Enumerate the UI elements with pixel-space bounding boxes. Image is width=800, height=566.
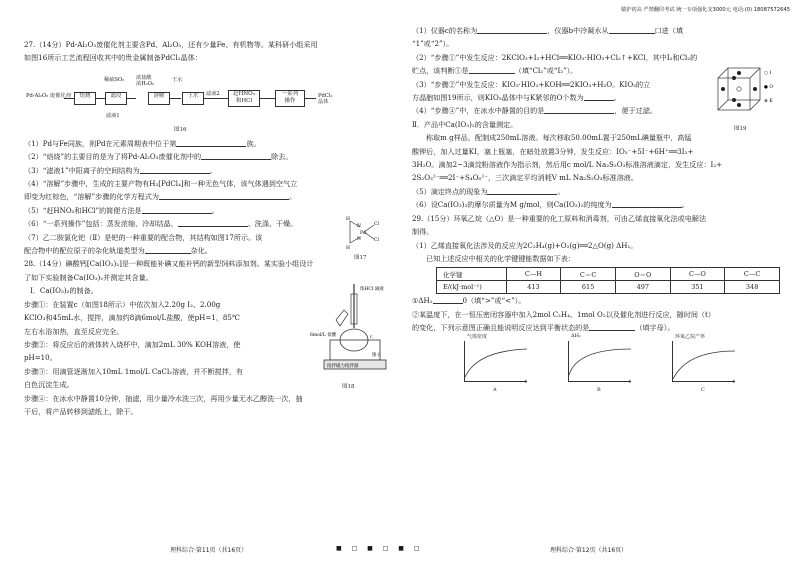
fig18-apparatus — [310, 280, 388, 380]
flow-step-dissolve: 溶解 — [148, 92, 170, 105]
q28-step3b: 白色沉淀生成。 — [24, 380, 74, 390]
q27-4b: 即变为红棕色，“溶解”步骤的化学方程式为 。 — [24, 192, 297, 202]
table-cell: C—H — [506, 268, 561, 281]
q27-intro-2: 如图16所示工艺流程回收其中的贵金属制备PdCl₂晶体： — [24, 53, 202, 63]
q28-step3a: 步骤③：用滴管逐渐加入10mL 1mol/L CaCl₂溶液，并不断搅拌，有 — [24, 366, 244, 376]
q27-7a: （7）乙二胺氯化钯（Ⅱ）是钯的一种重要的配合物，其结构如图17所示。该 — [24, 232, 263, 242]
q27-6: （6）“一系列操作”包括：蒸发浓缩、冷却结晶、 、洗涤、干燥。 — [24, 219, 298, 229]
graph-c — [672, 333, 736, 393]
r1-cont: “1”或“2”）。 — [412, 39, 454, 49]
table-cell: C＝C — [561, 268, 616, 281]
fig19-legend-I: ○ I — [764, 70, 772, 76]
r3a: （3）“步骤②”中发生反应：KIO₃·HIO₃+KOH══2KIO₃+H₂O。KIO₃的立 — [412, 79, 651, 89]
r2b: 贮点，该判断①是 （填“Cl₂”或“I₂”）。 — [412, 66, 578, 76]
flow-arrow — [169, 98, 181, 99]
table-cell: O＝O — [615, 268, 670, 281]
left-footer: 理科综合·第11页（共16页） — [170, 547, 248, 554]
r-II: Ⅱ．产品中Ca(IO₃)₂的含量测定。 — [412, 119, 518, 129]
table-cell: 351 — [670, 281, 725, 294]
atom-label: H — [346, 216, 350, 222]
q27-7b: 配合物中的配位原子的杂化轨道类型为 杂化。 — [24, 246, 212, 256]
table-cell: 497 — [615, 281, 670, 294]
table-cell: 413 — [506, 281, 561, 294]
q28-step1b: KClO₃和45mL水，搅拌，滴加约8滴6mol/L盐酸，使pH=1，85℃ — [24, 313, 240, 323]
fig19-legend-K: ⊗ K — [764, 98, 773, 104]
r4: （4）“步骤④”中，在冰水中静置的目的是 ，便于过滤。 — [412, 106, 657, 116]
q27-4a: （4）“溶解”步骤中，生成的主要产物有H₂[PdCl₄]和一种无色气体，该气体遇到空气立 — [24, 179, 298, 189]
graph-b — [568, 332, 632, 393]
method-2: 酸钾后，加入过量KI，塞上瓶塞，在暗处放置3分钟，发生反应：IO₃⁻+5I⁻+6H⁺══3I₂+ — [412, 146, 694, 156]
atom-label: Cl — [374, 221, 379, 227]
q29-intro-a: 29.（15分）环氧乙烷（△O）是一种重要的化工原料和消毒剂，可由乙烯直接氧化法或电解法 — [412, 213, 707, 223]
right-page — [400, 0, 800, 566]
atom-label: H — [346, 245, 350, 251]
r5: （5）滴定终点的现象为 。 — [412, 186, 565, 196]
fig18-label-c: c — [370, 335, 373, 341]
flow-step-roast: 焙烧 — [74, 92, 96, 105]
graph-c-xlabel: t — [733, 378, 736, 385]
graph-b-xlabel: t — [629, 378, 632, 385]
table-cell: E/(kJ·mol⁻¹) — [437, 281, 507, 294]
graph-b-ylabel: ΔH₁ — [571, 332, 581, 339]
q28-I: Ⅰ．Ca(IO₃)₂的制备。 — [30, 286, 98, 296]
flow-top-3: 浓盐酸 浓H₂O₂ — [136, 74, 155, 88]
header-banner: 赣护初高 严禁翻印考试 统一专项强化支3000元 电话:(0) 18087572645 — [621, 7, 790, 13]
q28-step2a: 步骤②：将反应后的液体转入烧杯中，滴加2mL 30% KOH溶液，使 — [24, 339, 241, 349]
q27-intro-1: 27.（14分）Pd-Al₂O₃废催化剂主要含Pd、Al₂O₃，还有少量Fe、有机物等。某科研小组采用 — [24, 40, 318, 49]
table-cell: 348 — [725, 281, 780, 294]
q28-step2b: pH=10。 — [24, 353, 57, 363]
q29-1: （1）乙烯直接氧化法涉及的反应为2C₂H₄(g)+O₂(g)══2△O(g) ΔH₁。 — [412, 240, 638, 250]
method-4: 2S₂O₃²⁻══2I⁻+S₄O₆²⁻，三次滴定平均消耗V mL Na₂S₂O₃标准溶液。 — [412, 173, 638, 183]
flow-step-remove-acid: 赶HNO₃ 和HCl — [228, 90, 260, 107]
graph-a-letter: A — [493, 386, 497, 393]
table-cell: C—C — [725, 268, 780, 281]
flow-step-filter: 王水 — [182, 92, 204, 105]
method-1: 称取m g样品，配制成250mL溶液。每次移取50.00mL置于250mL碘量瓶中，高锰 — [426, 133, 692, 143]
q28-step4a: 步骤④：在冰水中静置10分钟，抽滤，用少量冷水洗三次，再用少量无水乙醇洗一次，抽 — [24, 393, 303, 403]
q29-ii-1: ②某温度下，在一恒压密闭容器中加入2mol C₂H₄、1mol O₂以及催化剂进行反应，随时间（t） — [412, 309, 715, 319]
fig18-label-top: 浓HCl 滴液 — [360, 287, 384, 293]
fig18-label-mixer: 搅拌磁力搅拌器 — [327, 364, 359, 370]
table-cell: C—O — [670, 268, 725, 281]
graph-c-ylabel: 环氧乙烷产率 — [675, 333, 706, 340]
graph-c-letter: C — [701, 386, 705, 393]
flow-label-4: 滤液2 — [206, 90, 220, 97]
q28-part1 — [24, 284, 386, 391]
q28-step1a: 步骤①：在装置c（如图18所示）中依次加入2.20g I₂、2.00g — [24, 299, 221, 309]
graphs-abc — [412, 332, 780, 405]
r3b: 方晶胞如图19所示，则KIO₃晶体中与K紧邻的O个数为 。 — [412, 93, 621, 103]
atom-label: N — [357, 236, 361, 242]
table-cell: 化学键 — [437, 268, 507, 281]
flowchart-fig16 — [24, 67, 386, 137]
graph-a-xlabel: t — [525, 378, 528, 385]
flow-arrow — [95, 98, 105, 99]
r2a: （2）“步骤①”中发生反应：2KClO₃+I₂+HCl══KIO₃·HIO₃+Cl₂↑+KCl，其中I₂和Cl₂的 — [412, 52, 698, 62]
fig18-label-water: 6mol/L 盐酸 — [310, 333, 337, 339]
q29-i: ①ΔH₁ 0（填“>”或“<”）。 — [412, 296, 526, 306]
flow-top-4: 王水 — [172, 76, 183, 83]
r1: （1）仪器c的名称为 ，仪器b中冷凝水从 口进（填 — [412, 26, 683, 35]
flow-arrow — [64, 98, 74, 99]
graph-a — [464, 333, 528, 393]
r6: （6）设Ca(IO₃)₂的摩尔质量为M g/mol，则Ca(IO₃)₂的纯度为 。 — [412, 200, 689, 210]
fig18-caption: 图18 — [342, 384, 355, 391]
flow-arrow — [304, 98, 316, 99]
graph-a-ylabel: 气体密度 — [467, 333, 488, 340]
flow-step-series: 一系列 操作 — [275, 90, 305, 107]
fig17-structure — [340, 213, 384, 253]
q28-step1c: 左右水浴加热，直至反应完全。 — [24, 326, 124, 336]
table-header-row — [437, 268, 780, 281]
table-row — [437, 281, 780, 294]
q27-3: （3）“滤液1”中阳离子的空间结构为 。 — [24, 165, 217, 175]
flow-arrow — [204, 98, 228, 99]
page-marks: ■ □ ■ □ ■ □ — [336, 545, 424, 552]
method-3: 3H₂O。滴加2~3滴淀粉溶液作为指示剂，然后用c mol/L Na₂S₂O₃标准溶液滴定，发生反应：I₂+ — [412, 160, 723, 170]
fig17-caption: 图17 — [354, 254, 367, 261]
q27-5: （5）“赶HNO₃和HCl”的简便方法是 。 — [24, 205, 219, 215]
flow-step-leach: 滤浸 — [105, 92, 127, 105]
atom-label: Cl — [374, 237, 379, 243]
table-cell: 615 — [561, 281, 616, 294]
bond-energy-table — [436, 267, 780, 294]
fig16-caption: 图16 — [174, 126, 187, 133]
q29-intro-b: 制得。 — [412, 227, 434, 237]
flow-arrow — [259, 98, 275, 99]
q28-intro-1: 28.（14分）碘酸钙[Ca(IO₃)₂]是一种既能补碘又能补钙的新型饲料添加剂。某实验小组设计 — [24, 259, 314, 269]
atom-label: Pd — [360, 230, 366, 236]
graph-b-letter: B — [597, 386, 601, 393]
flow-end: PdCl₂ 晶体 — [318, 92, 333, 106]
flow-top-1: 稀硫SO₂ — [104, 76, 125, 83]
atom-label: N — [357, 223, 361, 229]
flow-bottom-2: 滤液1 — [106, 112, 120, 119]
flow-arrow — [126, 98, 136, 99]
q28-step4b: 干后，将产品转移到滤纸上，除干。 — [24, 406, 138, 416]
q29-ii-2: 的变化，下列示意图正确且能说明反应达到平衡状态的是 （填字母）。 — [412, 323, 675, 333]
fig19-caption: 图19 — [734, 125, 747, 132]
q28-intro-2: 了如下实验制备Ca(IO₃)₂并测定其含量。 — [24, 272, 153, 282]
right-footer: 理科综合·第12页（共16页） — [550, 547, 628, 554]
q27-1: （1）Pd与Fe同族，则Pd在元素周期表中位于第 族。 — [24, 138, 261, 148]
fig18-label-bath: 锥子 — [372, 353, 381, 359]
flow-start: Pd-Al₂O₃ 废催化剂 — [26, 92, 71, 99]
fig19-legend-O: ● O — [764, 84, 774, 90]
q27-2: （2）“焙烧”的主要目的是为了将Pd-Al₂O₃废催化剂中的 除去。 — [24, 152, 293, 162]
q29-1b: 已知上述反应中相关的化学键键能数据如下表： — [426, 253, 575, 263]
fig19-unit-cell — [712, 64, 776, 126]
